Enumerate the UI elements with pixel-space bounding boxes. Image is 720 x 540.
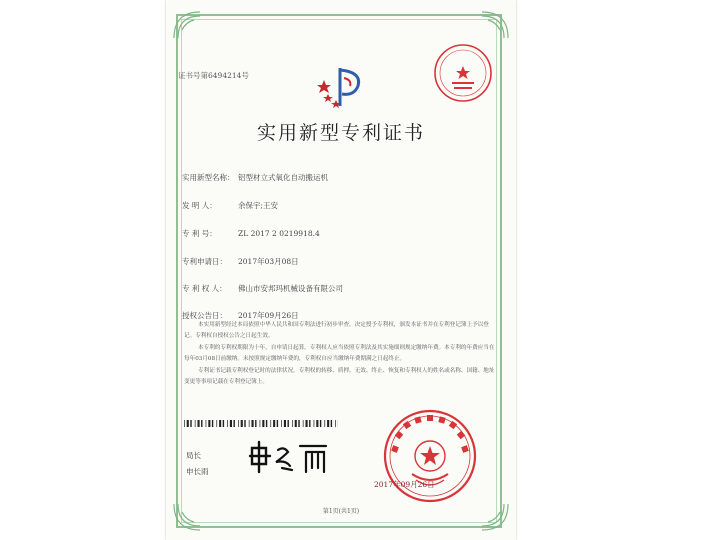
barcode-icon: [184, 420, 338, 427]
director-title: 局长: [186, 451, 201, 460]
barcode-bar: [190, 420, 191, 427]
barcode-bar: [288, 420, 289, 427]
field-application-date: [182, 256, 299, 267]
field-value: 余保宇;王安: [238, 201, 279, 210]
field-label: 专利申请日：: [182, 257, 227, 266]
barcode-bar: [244, 420, 245, 427]
field-utility-model-name: [182, 172, 328, 183]
field-label: 实用新型名称：: [182, 173, 235, 182]
barcode-bar: [212, 420, 213, 427]
barcode-bar: [303, 420, 304, 427]
barcode-bar: [284, 420, 286, 427]
barcode-bar: [316, 420, 318, 427]
barcode-bar: [227, 420, 228, 427]
barcode-bar: [241, 420, 243, 427]
field-patent-number: [182, 228, 320, 239]
page-indicator: 第1页(共1页): [322, 508, 360, 515]
certificate-body-text: [184, 320, 496, 389]
field-inventor: [182, 200, 278, 211]
barcode-bar: [255, 420, 256, 427]
barcode-bar: [249, 420, 250, 427]
barcode-bar: [277, 420, 278, 427]
barcode-bar: [306, 420, 308, 427]
barcode-bar: [281, 420, 282, 427]
barcode-bar: [201, 420, 202, 427]
barcode-bar: [324, 420, 325, 427]
barcode-bar: [252, 420, 254, 427]
barcode-bar: [327, 420, 329, 427]
barcode-bar: [335, 420, 336, 427]
barcode-bar: [234, 420, 235, 427]
barcode-bar: [273, 420, 275, 427]
barcode-bar: [309, 420, 310, 427]
barcode-bar: [219, 420, 221, 427]
certificate-number: 证书号第6494214号: [178, 71, 249, 80]
corner-ornament-top-left: [172, 10, 202, 40]
director-name: 申长雨: [186, 467, 209, 476]
body-paragraph: 本专利的专利权期限为十年，自申请日起算。专利权人应当依照专利法及其实施细则规定缴纳年费。本专利的年费应当在每年03月08日前缴纳。未按照规定缴纳年费的，专利权自应当缴纳年费期满之日起终止。: [184, 345, 495, 362]
field-value: 2017年03月08日: [238, 257, 299, 266]
certificate-page: [166, 0, 516, 540]
agency-seal-icon: [432, 42, 494, 104]
barcode-bar: [331, 420, 332, 427]
barcode-bar: [262, 420, 264, 427]
barcode-bar: [223, 420, 224, 427]
barcode-bar: [195, 420, 196, 427]
field-value: ZL 2017 2 0219918.4: [238, 229, 320, 238]
body-paragraph: 本实用新型经过本局依照中华人民共和国专利法进行初步审查，决定授予专利权，颁发本证书并在专利登记簿上予以登记。专利权自授权公告之日起生效。: [184, 322, 489, 339]
field-value: 2017年09月26日: [238, 311, 299, 320]
corner-ornament-top-right: [480, 10, 510, 40]
field-label: 授权公告日：: [182, 311, 227, 320]
barcode-bar: [198, 420, 200, 427]
signature-icon: [246, 440, 336, 476]
certificate-title: 实用新型专利证书: [256, 122, 425, 144]
barcode-bar: [295, 420, 297, 427]
barcode-bar: [266, 420, 267, 427]
barcode-bar: [314, 420, 315, 427]
field-patentee: [182, 283, 343, 294]
field-label: 专 利 权 人：: [182, 284, 227, 293]
body-paragraph: 专利证书记载专利权登记时的法律状况。专利权的转移、质押、无效、终止、恢复和专利权人的姓名或名称、国籍、地址变更等事项记载在专利登记簿上。: [184, 368, 495, 385]
field-label: 专 利 号：: [182, 229, 217, 238]
barcode-bar: [292, 420, 293, 427]
field-label: 发 明 人：: [182, 201, 217, 210]
sipo-logo-icon: [314, 62, 368, 112]
barcode-bar: [184, 420, 185, 427]
field-value: 佛山市安邦玛机械设备有限公司: [238, 284, 343, 293]
field-value: 铝型材立式氧化自动搬运机: [238, 173, 328, 182]
barcode-bar: [270, 420, 271, 427]
barcode-bar: [216, 420, 217, 427]
issue-date: 2017年09月26日: [374, 480, 435, 489]
barcode-bar: [187, 420, 189, 427]
barcode-bar: [208, 420, 210, 427]
barcode-bar: [320, 420, 321, 427]
barcode-bar: [260, 420, 261, 427]
barcode-bar: [238, 420, 239, 427]
barcode-bar: [206, 420, 207, 427]
barcode-bar: [230, 420, 232, 427]
barcode-bar: [298, 420, 299, 427]
